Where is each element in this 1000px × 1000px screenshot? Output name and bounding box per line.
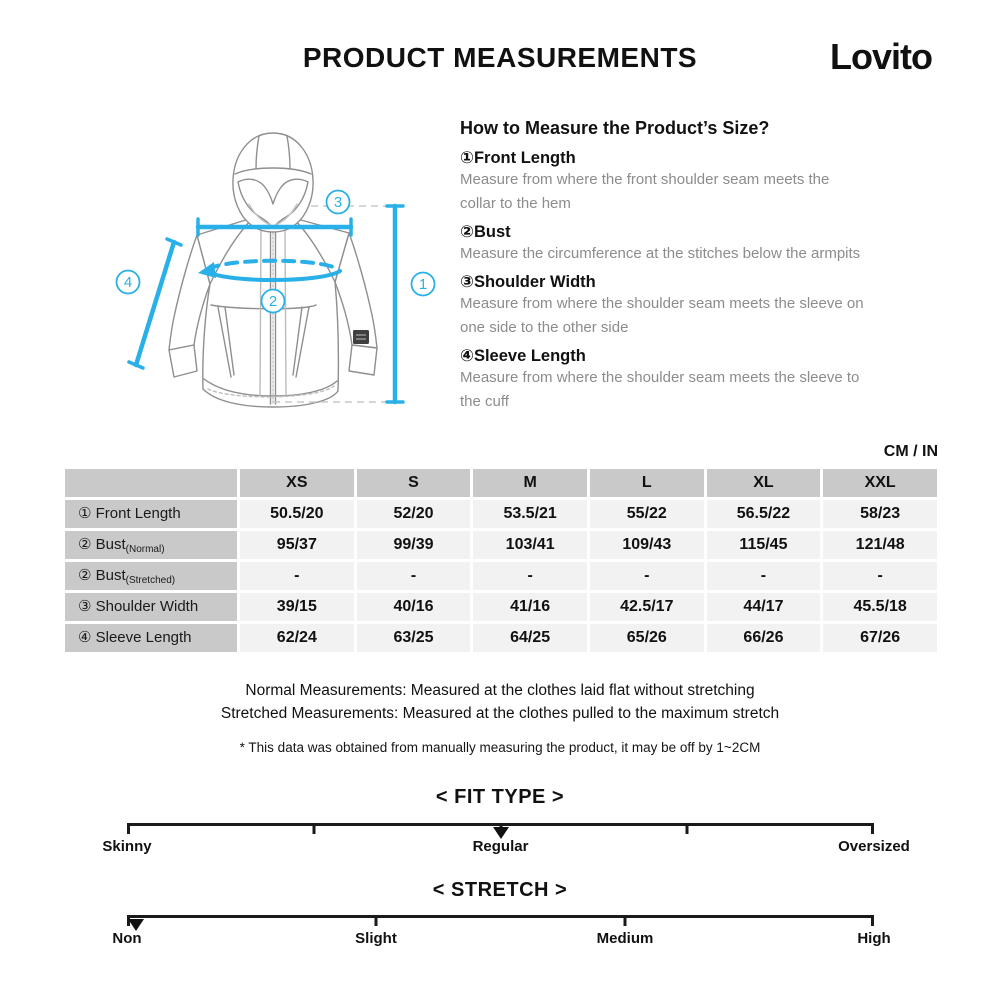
disclaimer-note: * This data was obtained from manually measuring the product, it may be off by 1~2CM <box>239 740 761 755</box>
size-cell: 58/23 <box>823 500 937 528</box>
table-corner-cell <box>65 469 237 497</box>
guide-item-shoulder-width: ③Shoulder Width <box>460 273 596 291</box>
size-cell: 55/22 <box>590 500 704 528</box>
note-normal: Normal Measurements: Measured at the clothes laid flat without stretching <box>245 682 755 699</box>
table-row <box>65 593 937 621</box>
size-cell: - <box>357 562 471 590</box>
size-cell: - <box>707 562 821 590</box>
table-row <box>65 562 937 590</box>
fit-type-scale <box>127 823 874 839</box>
row-label-front-length: ① Front Length <box>65 500 237 528</box>
fit-tick <box>127 823 130 834</box>
stretch-label-non: Non <box>112 930 142 947</box>
table-header-row <box>65 469 937 497</box>
stretch-label-medium: Medium <box>596 930 654 947</box>
sleeve-label-patch <box>353 330 369 344</box>
fit-tick <box>871 823 874 834</box>
size-cell: - <box>823 562 937 590</box>
size-cell: 115/45 <box>707 531 821 559</box>
stretch-tick <box>374 915 377 926</box>
note-stretched: Stretched Measurements: Measured at the clothes pulled to the maximum stretch <box>220 705 780 722</box>
size-table <box>62 466 940 655</box>
guide-desc-sleeve-length: Measure from where the shoulder seam meets the sleeve to the cuff <box>460 369 860 410</box>
callout-bust: 2 <box>268 293 278 310</box>
row-label-bust-normal: ② Bust$_{(Normal)}$ <box>65 531 237 559</box>
stretch-title: < STRETCH > <box>432 879 568 901</box>
stretch-tick <box>871 915 874 926</box>
size-cell: 50.5/20 <box>240 500 354 528</box>
size-cell: 41/16 <box>473 593 587 621</box>
size-cell: 103/41 <box>473 531 587 559</box>
size-cell: 56.5/22 <box>707 500 821 528</box>
callout-sleeve-length: 4 <box>123 274 133 291</box>
stretch-label-slight: Slight <box>355 930 397 947</box>
size-cell: 42.5/17 <box>590 593 704 621</box>
stretch-scale-line <box>127 915 874 918</box>
size-cell: 52/20 <box>357 500 471 528</box>
guide-item-bust: ②Bust <box>460 223 511 241</box>
unit-label: CM / IN <box>883 443 938 460</box>
size-cell: 45.5/18 <box>823 593 937 621</box>
callout-shoulder-width: 3 <box>333 194 343 211</box>
size-cell: 99/39 <box>357 531 471 559</box>
fit-label-oversized: Oversized <box>838 838 910 855</box>
fit-tick <box>312 823 315 834</box>
measure-guide <box>460 118 942 414</box>
stretch-labels <box>112 930 891 950</box>
page-title: PRODUCT MEASUREMENTS <box>302 42 698 73</box>
stretch-label-high: High <box>857 930 891 947</box>
size-cell: 95/37 <box>240 531 354 559</box>
callout-front-length: 1 <box>418 276 428 293</box>
row-label-sleeve-length: ④ Sleeve Length <box>65 624 237 652</box>
size-cell: 65/26 <box>590 624 704 652</box>
table-row <box>65 531 937 559</box>
col-header-m: M <box>473 469 587 497</box>
col-header-l: L <box>590 469 704 497</box>
table-row <box>65 624 937 652</box>
size-cell: 39/15 <box>240 593 354 621</box>
guide-desc-bust: Measure the circumference at the stitches below the armpits <box>460 245 861 262</box>
fit-label-regular: Regular <box>472 838 529 855</box>
guide-item-front-length: ①Front Length <box>460 149 576 167</box>
fit-type-title: < FIT TYPE > <box>435 786 565 808</box>
size-cell: 40/16 <box>357 593 471 621</box>
col-header-s: S <box>357 469 471 497</box>
size-cell: 109/43 <box>590 531 704 559</box>
size-cell: 121/48 <box>823 531 937 559</box>
row-label-shoulder-width: ③ Shoulder Width <box>65 593 237 621</box>
size-cell: - <box>590 562 704 590</box>
stretch-tick <box>624 915 627 926</box>
size-cell: 67/26 <box>823 624 937 652</box>
size-cell: 66/26 <box>707 624 821 652</box>
guide-item-sleeve-length: ④Sleeve Length <box>460 347 586 365</box>
guide-desc-front-length: Measure from where the front shoulder seam meets the collar to the hem <box>460 171 830 212</box>
size-cell: 62/24 <box>240 624 354 652</box>
size-cell: 53.5/21 <box>473 500 587 528</box>
guide-desc-shoulder-width: Measure from where the shoulder seam meets the sleeve on one side to the other side <box>460 295 864 336</box>
col-header-xl: XL <box>707 469 821 497</box>
size-cell: - <box>473 562 587 590</box>
size-cell: 44/17 <box>707 593 821 621</box>
measure-guide-title: How to Measure the Product’s Size? <box>460 118 770 138</box>
table-row <box>65 500 937 528</box>
col-header-xxl: XXL <box>823 469 937 497</box>
size-cell: 63/25 <box>357 624 471 652</box>
size-cell: 64/25 <box>473 624 587 652</box>
fit-type-labels <box>102 838 910 858</box>
fit-label-skinny: Skinny <box>102 838 152 855</box>
fit-tick <box>686 823 689 834</box>
stretch-scale <box>127 915 874 931</box>
row-label-bust-stretched: ② Bust$_{(Stretched)}$ <box>65 562 237 590</box>
col-header-xs: XS <box>240 469 354 497</box>
brand-logo: Lovito <box>830 36 932 77</box>
size-cell: - <box>240 562 354 590</box>
jacket-illustration <box>90 108 450 440</box>
jacket-measurement-diagram <box>90 108 450 440</box>
measurement-notes <box>0 679 1000 725</box>
